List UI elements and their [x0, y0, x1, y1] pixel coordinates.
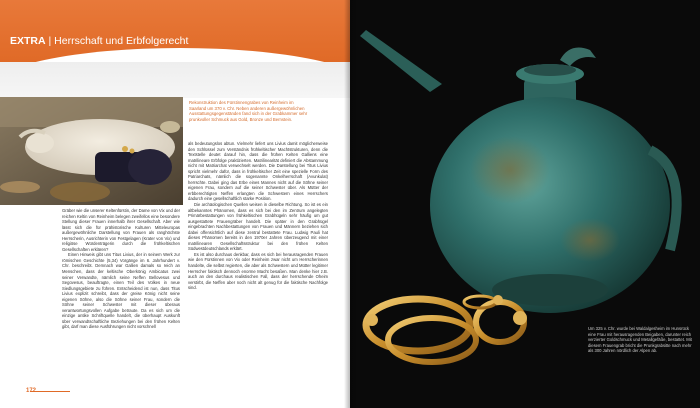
page-number: 172 [26, 388, 37, 394]
paragraph: Gräber wie die unserer Keltenfürstin, der Dame von Vix und der reichen Keltin von Reinheim belegen zweifellos eine besondere Stellung dieser Frauen innerhalb ihrer Gesellschaft. Aber wie lässt sich die für prähistorische Kulturen Mitteleuropas außergewöhnliche Darstellung von Frauen als ranghöchste Herrscherin, Ausrichterin von Festgelagen (Krater von Vix) und religiöse Würdenträgerin durch die frühkeltischen Gesellschaften erklären? [62, 208, 180, 252]
right-photo-caption: Um 325 v. Chr. wurde bei Waldalgesheim im Hunsrück eine Frau mit herausragenden Beigaben, darunter reich verzierter Goldschmuck und Metallgefäße, bestattet. Mit diesem Frauengrab bricht die Prunkgrabsitte nach mehr als 300 Jahren nördlich der Alpen ab. [588, 326, 692, 353]
title-separator: | [48, 35, 52, 47]
paragraph: Die archäologischen Quellen weisen in dieselbe Richtung. So ist es ein altbekanntes Phänomen, dass es sich bei den im Zentrum angelegten Primärbestattungen von frühkeltischen Grabhügeln sehr häufig um gut ausgestattete Frauengräber handelt. Die später in den Grabhügel eingebrachten Nachbestattungen von Frauen und Männern beziehen sich dabei offensichtlich auf diese zentral bestattete Frau. Ludwig Pauli hat dieses Phänomen bereits in den 1970er Jahren überzeugend mit einer matrilinearen Gesellschaftsstruktur bei den frühen Kelten Südwestdeutschlands erklärt. [188, 202, 328, 252]
text-column-2 [188, 141, 328, 291]
section-title [10, 35, 188, 47]
book-gutter [344, 0, 356, 408]
chapter-title: Herrschaft und Erbfolgerecht [54, 35, 189, 47]
paragraph: als bedeutungslos abtun. Vielmehr liefert uns Livius damit möglicherweise den Schlüssel zum Verständnis frühkeltischer Machtstrukturen, denn die Textstelle deutet darauf hin, dass die frühen Kelten Galliens eine matrilineare Erbfolge praktizierten. Matrilinearität definiert die Abstammung nicht mit Matriarchat verwechselt werden. Die Darstellung bei Titus Livius spricht vielmehr dafür, dass in frühkeltischer Zeit eine spezielle Form des Patriarchats, nämlich die sogenannte Onkelherrschaft (Avunkulat) herrschte. Dabei ging das Erbe eines Mannes nicht auf die Söhne seiner eigenen Frau, sondern auf die seiner Schwester über. Als Mütter der erbberechtigten Neffen erlangten die Schwestern eines Herrschers dadurch eine gesellschaftlich starke Position. [188, 141, 328, 202]
grave-reconstruction-image [0, 97, 183, 205]
paragraph: Es ist also durchaus denkbar, dass es sich bei herausragenden Frauen wie den Fürstinnen von Vix oder Reinheim zwar nicht um Herrscherinnen handelte, die selbst regierten, die aber als Schwestern und Mütter legitimer Herrscher faktisch dennoch enorme Macht besaßen. Man denke hier z.B. auch an den durchaus realistischen Fall, dass der herrschende Oheim verstirbt, die Neffen aber noch nicht alt genug für die faktische Nachfolge sind. [188, 251, 328, 291]
photo-caption: Rekonstruktion des Fürstinnengrabes von Reinheim im Saarland um 370 v. Chr. Neben anderen außergewöhnlichen Ausstattungsgegenständen fand sich in der Grabkammer sehr prunkvoller Schmuck aus Gold, Bronze und Bernstein. [189, 100, 308, 122]
paragraph: Einen Hinweis gibt uns Titus Livius, der in seinem Werk zur römischen Geschichte (5,34) Vorgänge im 6. Jahrhundert v. Chr. beschreibt. Demnach war Gallien damals so reich an Menschen, dass der keltische Oberkönig Ambicatus zwei seiner Verwandte, nämlich seine Neffen Bellovesus und Segovesus, beauftragte, einen Teil des Volkes in neue Siedlungsgebiete zu führen. Entscheidend ist nun, dass Titus Livius explizit schreibt, dass der greise König nicht seine eigenen Söhne, also die Söhne seiner Frau, sondern die Söhne seiner Schwester mit dieser überaus verantwortungsvollen Aufgabe betraute. Da es sich um die einzige antike Schriftquelle handelt, die überhaupt Auskunft über verwandtschaftliche Beziehungen bei den frühen Kelten gibt, darf man diese Ausführungen nicht vorschnell [62, 252, 180, 330]
grey-strip [0, 62, 350, 98]
extra-label: EXTRA [10, 35, 46, 47]
grave-reconstruction-photo [0, 97, 183, 205]
text-column-1 [62, 208, 180, 330]
